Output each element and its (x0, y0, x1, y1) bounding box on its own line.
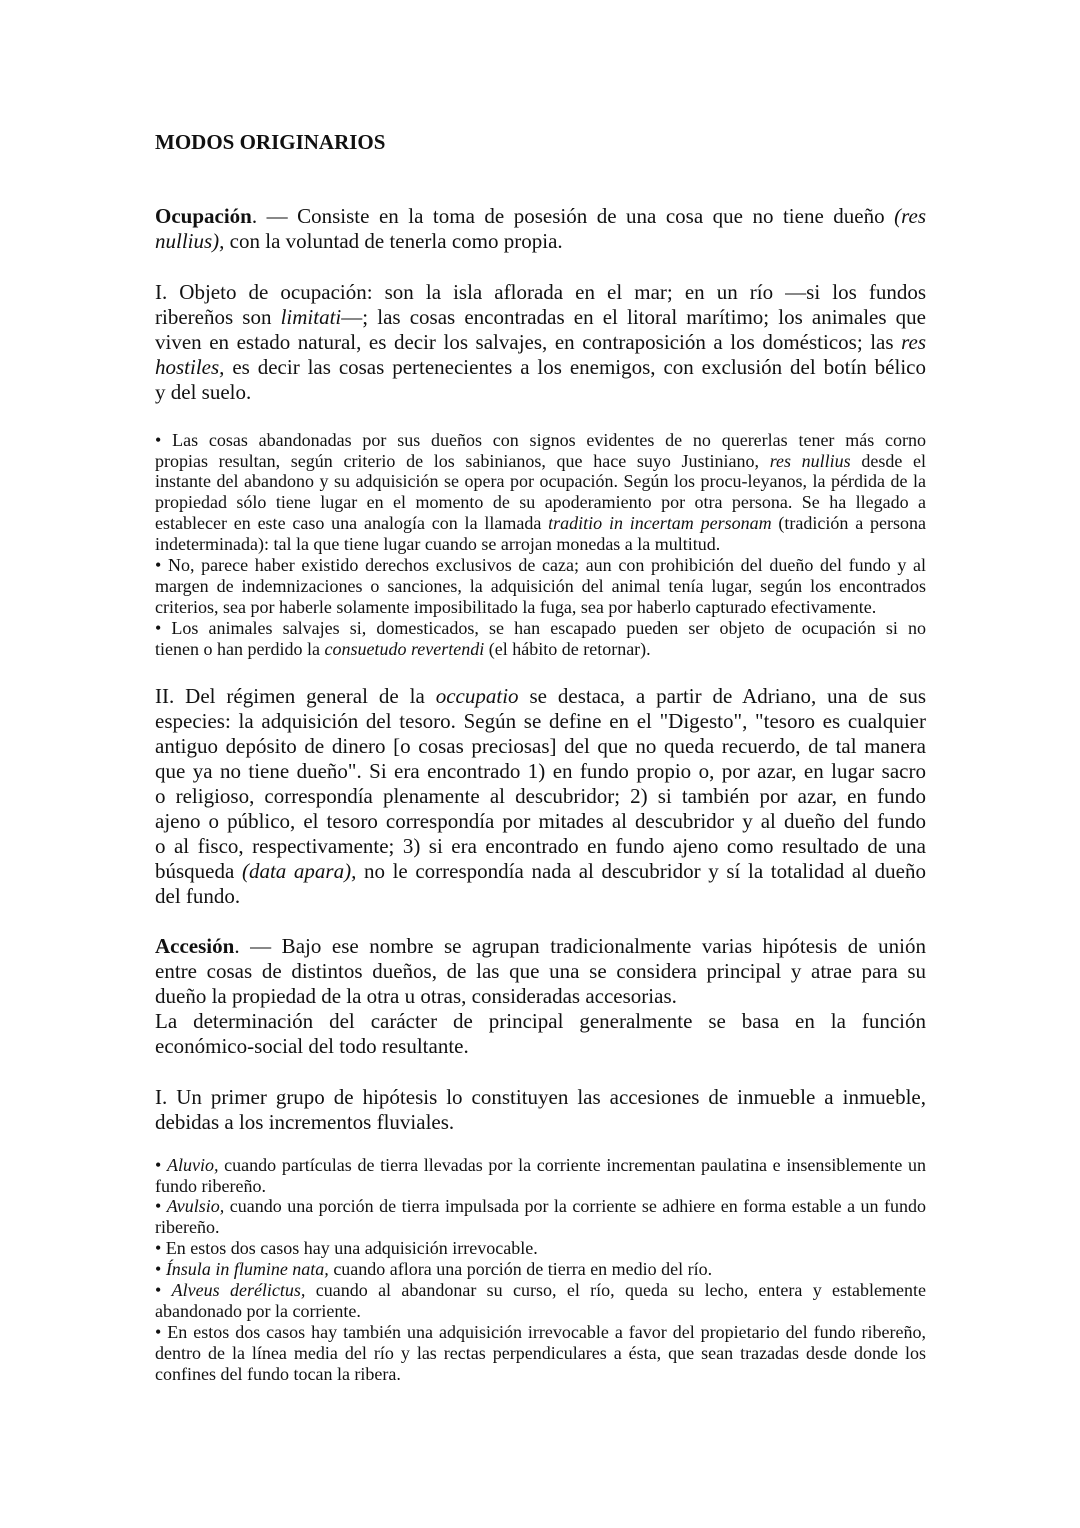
note-line (155, 430, 926, 451)
text-segment: II. Del régimen general de la (155, 683, 436, 708)
text-segment: se destaca, a partir de Adriano, una de sus (518, 683, 926, 708)
text-line (155, 759, 926, 784)
italic-term: Alveus derélictus, (171, 1280, 306, 1301)
text-line (155, 784, 926, 809)
paragraph-objeto-ocupacion (155, 280, 926, 405)
text-segment: propiedad sólo tiene lugar en el momento de su apoderamiento por otra persona. Se ha llegado a (155, 492, 926, 513)
text-segment: • Las cosas abandonadas por sus dueños con signos evidentes de no quererlas tener más corno (155, 429, 926, 450)
text-line (155, 229, 926, 254)
text-line (155, 1009, 926, 1034)
italic-term: consuetudo revertendi (324, 638, 485, 659)
text-line (155, 809, 926, 834)
text-line (155, 204, 926, 229)
text-segment: • En estos dos casos hay una adquisición irrevocable. (155, 1238, 538, 1259)
term-heading-accesion: Accesión (155, 933, 235, 958)
italic-term: Ínsula in flumine nata, (165, 1259, 329, 1280)
note-line (155, 576, 926, 597)
italic-term: occupatio (435, 683, 519, 708)
text-segment: ribereños son (155, 304, 281, 329)
text-segment: cuando aflora una porción de tierra en medio del río. (328, 1259, 713, 1280)
note-line (155, 1238, 926, 1259)
text-line (155, 834, 926, 859)
note-line (155, 597, 926, 618)
note-line (155, 1196, 926, 1217)
italic-term: res (901, 329, 926, 354)
text-segment: ajeno o público, el tesoro correspondía por mitades al descubridor y al dueño del fundo (155, 808, 926, 833)
text-line (155, 984, 926, 1009)
text-segment: entre cosas de distintos dueños, de las que una se considera principal y atrae para su (155, 958, 926, 983)
text-segment: desde el (850, 450, 927, 471)
italic-term: limitati (280, 304, 342, 329)
text-line (155, 1034, 926, 1059)
term-heading-ocupacion: Ocupación (155, 203, 252, 228)
text-segment: • (155, 1196, 167, 1217)
paragraph-ocupacion (155, 204, 926, 254)
text-segment: cuando al abandonar su curso, el río, queda su lecho, entera y establemente (305, 1280, 926, 1301)
note-line (155, 1176, 926, 1197)
text-segment: margen de indemnizaciones o sanciones, la adquisición del animal tenía lugar, según los encontrados (155, 575, 926, 596)
note-line (155, 513, 926, 534)
text-segment: cuando partículas de tierra llevadas por la corriente incrementan paulatina e insensiblemente un (218, 1154, 926, 1175)
text-segment: establecer en este caso una analogía con la llamada (155, 513, 549, 534)
note-line (155, 618, 926, 639)
italic-term: traditio in incertam personam (548, 513, 772, 534)
text-segment: del fundo. (155, 883, 241, 908)
paragraph-tesoro (155, 684, 926, 909)
text-line (155, 1085, 926, 1110)
notes-accesion (155, 1155, 926, 1385)
text-segment: (el hábito de retornar). (484, 638, 651, 659)
note-line (155, 1364, 926, 1385)
paragraph-accesiones-inmueble (155, 1085, 926, 1135)
text-segment: • En estos dos casos hay también una adquisición irrevocable a favor del propietario del fundo ribereño, (155, 1321, 926, 1342)
note-line (155, 639, 926, 660)
text-line (155, 1110, 926, 1135)
text-segment: especies: la adquisición del tesoro. Según se define en el "Digesto", "tesoro es cualquier (155, 708, 926, 733)
note-line (155, 1322, 926, 1343)
text-segment: I. Objeto de ocupación: son la isla aflorada en el mar; en un río —si los fundos (155, 279, 926, 304)
italic-term: (res (894, 203, 926, 228)
text-segment: es decir las cosas pertenecientes a los enemigos, con exclusión del botín bélico (224, 354, 926, 379)
text-segment: . — Bajo ese nombre se agrupan tradicionalmente varias hipótesis de unión (234, 933, 926, 958)
text-line (155, 734, 926, 759)
italic-term: Avulsio, (166, 1196, 225, 1217)
text-segment: • Los animales salvajes si, domesticados, se han escapado pueden ser objeto de ocupación si no (155, 617, 926, 638)
text-segment: económico-social del todo resultante. (155, 1033, 469, 1058)
text-line (155, 330, 926, 355)
note-line (155, 1280, 926, 1301)
text-segment: . — Consiste en la toma de posesión de una cosa que no tiene dueño (251, 203, 895, 228)
text-segment: con la voluntad de tenerla como propia. (224, 228, 563, 253)
note-line (155, 451, 926, 472)
note-line (155, 1259, 926, 1280)
text-segment: • (155, 1280, 172, 1301)
text-segment: (tradición a persona (771, 513, 926, 534)
text-segment: criterios, sea por haberle solamente imposibilitado la fuga, sea por haberlo capturado efectivamente. (155, 596, 877, 617)
text-line (155, 859, 926, 884)
text-segment: debidas a los incrementos fluviales. (155, 1109, 455, 1134)
text-line (155, 709, 926, 734)
text-segment: dueño la propiedad de la otra u otras, consideradas accesorias. (155, 983, 677, 1008)
text-segment: fundo ribereño. (155, 1175, 266, 1196)
text-segment: tienen o han perdido la (155, 638, 325, 659)
text-segment: que ya no tiene dueño". Si era encontrado 1) en fundo propio o, por azar, en lugar sacro (155, 758, 926, 783)
text-segment: y del suelo. (155, 379, 252, 404)
text-segment: • (155, 1259, 166, 1280)
text-line (155, 280, 926, 305)
text-line (155, 884, 926, 909)
note-line (155, 1301, 926, 1322)
note-line (155, 1343, 926, 1364)
text-line (155, 959, 926, 984)
text-segment: propias resultan, según criterio de los sabinianos, que hace suyo Justiniano, (155, 450, 770, 471)
text-segment: búsqueda (155, 858, 242, 883)
text-segment: o religioso, correspondía plenamente al descubridor; 2) si también por azar, en fundo (155, 783, 926, 808)
text-segment: La determinación del carácter de principal generalmente se basa en la función (155, 1008, 926, 1033)
text-segment: • No, parece haber existido derechos exclusivos de caza; aun con prohibición del dueño del fundo y al (155, 555, 926, 576)
text-segment: ribereño. (155, 1217, 220, 1238)
note-line (155, 1155, 926, 1176)
italic-term: Aluvio, (166, 1154, 219, 1175)
text-segment: confines del fundo tocan la ribera. (155, 1363, 401, 1384)
text-segment: I. Un primer grupo de hipótesis lo constituyen las accesiones de inmueble a inmueble, (155, 1084, 926, 1109)
italic-term: nullius), (155, 228, 225, 253)
note-line (155, 492, 926, 513)
text-segment: • (155, 1154, 167, 1175)
text-segment: o al fisco, respectivamente; 3) si era encontrado en fundo ajeno como resultado de una (155, 833, 926, 858)
note-line (155, 555, 926, 576)
text-line (155, 305, 926, 330)
note-line (155, 1217, 926, 1238)
notes-ocupacion (155, 430, 926, 660)
text-segment: no le correspondía nada al descubridor y sí la totalidad al dueño (356, 858, 926, 883)
italic-term: (data apara), (241, 858, 357, 883)
paragraph-accesion (155, 934, 926, 1059)
text-line (155, 355, 926, 380)
text-line (155, 380, 926, 405)
text-segment: instante del abandono y su adquisición se opera por ocupación. Según los procu-leyanos, la pérdida de la (155, 471, 926, 492)
text-line (155, 934, 926, 959)
note-line (155, 471, 926, 492)
text-segment: —; las cosas encontradas en el litoral marítimo; los animales que (341, 304, 926, 329)
text-segment: cuando una porción de tierra impulsada por la corriente se adhiere en forma estable a un fundo (224, 1196, 926, 1217)
note-line (155, 534, 926, 555)
text-segment: dentro de la línea media del río y las rectas perpendiculares a ésta, que sean trazadas desde donde los (155, 1342, 926, 1363)
text-segment: antiguo depósito de dinero [o cosas preciosas] del que no queda recuerdo, de tal manera (155, 733, 926, 758)
text-segment: indeterminada): tal la que tiene lugar cuando se arrojan monedas a la multitud. (155, 534, 721, 555)
italic-term: res nullius (769, 450, 851, 471)
text-segment: abandonado por la corriente. (155, 1300, 361, 1321)
text-segment: viven en estado natural, es decir los salvajes, en contraposición a los domésticos; las (155, 329, 902, 354)
text-line (155, 684, 926, 709)
italic-term: hostiles, (155, 354, 225, 379)
page-title: MODOS ORIGINARIOS (155, 129, 386, 154)
